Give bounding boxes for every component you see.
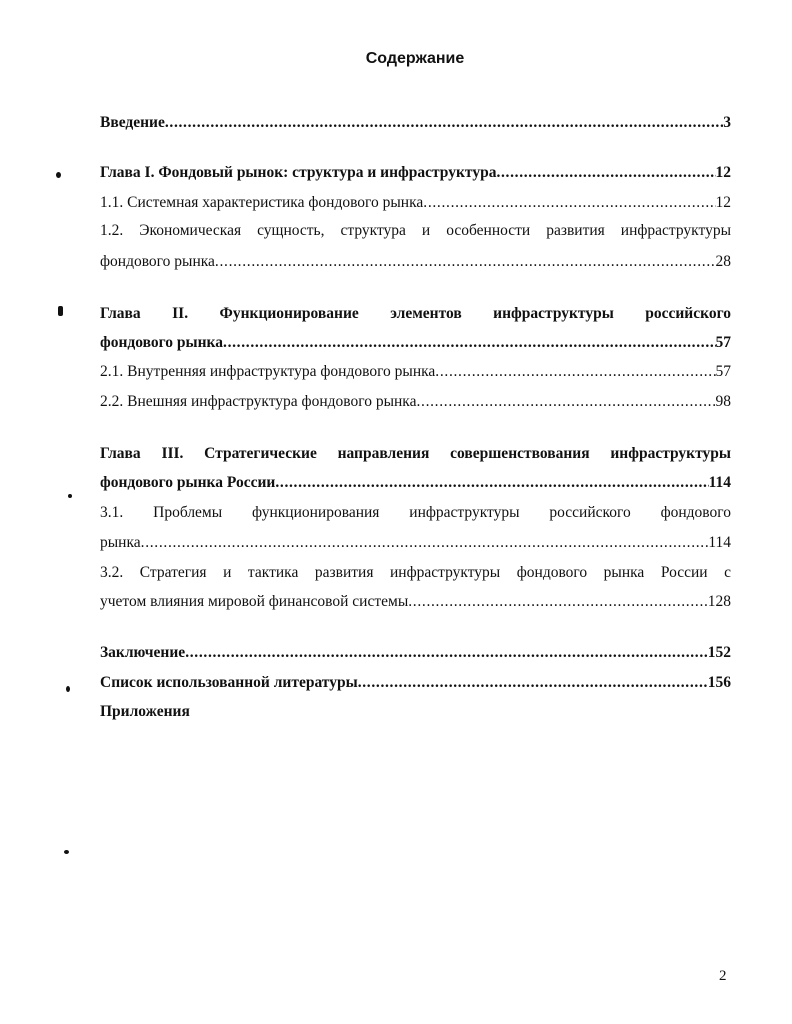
toc-entry-section-2-1 bbox=[100, 363, 731, 381]
scan-mark bbox=[64, 850, 69, 854]
toc-entry-page: 156 bbox=[707, 674, 731, 691]
toc-entry-appendix bbox=[100, 703, 731, 721]
toc-entry-page: 152 bbox=[707, 644, 731, 661]
dot-leader bbox=[358, 674, 708, 692]
toc-entry-page: 57 bbox=[715, 334, 731, 351]
toc-entry-chapter-3-line1: Глава III. Стратегические направления совершенствования инфраструктуры bbox=[100, 445, 731, 462]
toc-entry-title: 2.2. Внешняя инфраструктура фондового рынка bbox=[100, 393, 417, 410]
toc-entry-title: Введение bbox=[100, 114, 165, 131]
toc-entry-chapter-1 bbox=[100, 164, 731, 182]
dot-leader bbox=[423, 194, 715, 212]
scan-mark bbox=[58, 306, 63, 316]
toc-entry-page: 98 bbox=[715, 393, 731, 410]
toc-entry-section-1-2 bbox=[100, 253, 731, 271]
scan-mark bbox=[66, 686, 70, 692]
toc-entry-title: фондового рынка bbox=[100, 253, 215, 270]
toc-entry-title: 2.1. Внутренняя инфраструктура фондового рынка bbox=[100, 363, 436, 380]
toc-entry-section-3-2 bbox=[100, 593, 731, 611]
dot-leader bbox=[215, 253, 716, 271]
page-number: 2 bbox=[719, 968, 727, 984]
toc-entry-title: учетом влияния мировой финансовой системы bbox=[100, 593, 409, 610]
toc-entry-chapter-2-line1: Глава II. Функционирование элементов инфраструктуры российского bbox=[100, 305, 731, 322]
toc-entry-title: фондового рынка России bbox=[100, 474, 276, 491]
scan-mark bbox=[56, 172, 61, 178]
toc-entry-title: Глава I. Фондовый рынок: структура и инфраструктура bbox=[100, 164, 497, 181]
dot-leader bbox=[141, 534, 709, 552]
toc-entry-title: Заключение bbox=[100, 644, 186, 661]
toc-entry-page: 3 bbox=[723, 114, 731, 131]
toc-entry-references bbox=[100, 674, 731, 692]
toc-entry-page: 12 bbox=[715, 164, 731, 181]
toc-entry-title: рынка bbox=[100, 534, 141, 551]
toc-entry-chapter-3 bbox=[100, 474, 731, 492]
dot-leader bbox=[275, 474, 708, 492]
dot-leader bbox=[408, 593, 708, 611]
toc-entry-section-3-1-line1: 3.1. Проблемы функционирования инфраструктуры российского фондового bbox=[100, 504, 731, 521]
dot-leader bbox=[416, 393, 715, 411]
scan-mark bbox=[68, 494, 72, 498]
dot-leader bbox=[223, 334, 715, 352]
toc-entry-conclusion bbox=[100, 644, 731, 662]
dot-leader bbox=[435, 363, 715, 381]
toc-entry-section-2-2 bbox=[100, 393, 731, 411]
toc-entry-page: 28 bbox=[715, 253, 731, 270]
toc-entry-chapter-2 bbox=[100, 334, 731, 352]
toc-entry-page: 114 bbox=[708, 534, 731, 551]
toc-entry-page: 114 bbox=[708, 474, 731, 491]
toc-entry-section-1-2-line1: 1.2. Экономическая сущность, структура и особенности развития инфраструктуры bbox=[100, 222, 731, 239]
dot-leader bbox=[165, 114, 723, 132]
dot-leader bbox=[185, 644, 708, 662]
page-title: Содержание bbox=[365, 50, 465, 67]
toc-entry-title: 1.1. Системная характеристика фондового рынка bbox=[100, 194, 424, 211]
toc-entry-section-3-2-line1: 3.2. Стратегия и тактика развития инфраструктуры фондового рынка России с bbox=[100, 564, 731, 581]
toc-entry-page: 128 bbox=[707, 593, 731, 610]
toc-entry-intro bbox=[100, 114, 731, 132]
toc-entry-page: 12 bbox=[715, 194, 731, 211]
toc-entry-page: 57 bbox=[715, 363, 731, 380]
toc-entry-section-3-1 bbox=[100, 534, 731, 552]
toc-entry-title: Список использованной литературы bbox=[100, 674, 358, 691]
toc-entry-title: фондового рынка bbox=[100, 334, 224, 351]
dot-leader bbox=[496, 164, 715, 182]
toc-entry-section-1-1 bbox=[100, 194, 731, 212]
toc-entry-title: Приложения bbox=[100, 703, 190, 720]
